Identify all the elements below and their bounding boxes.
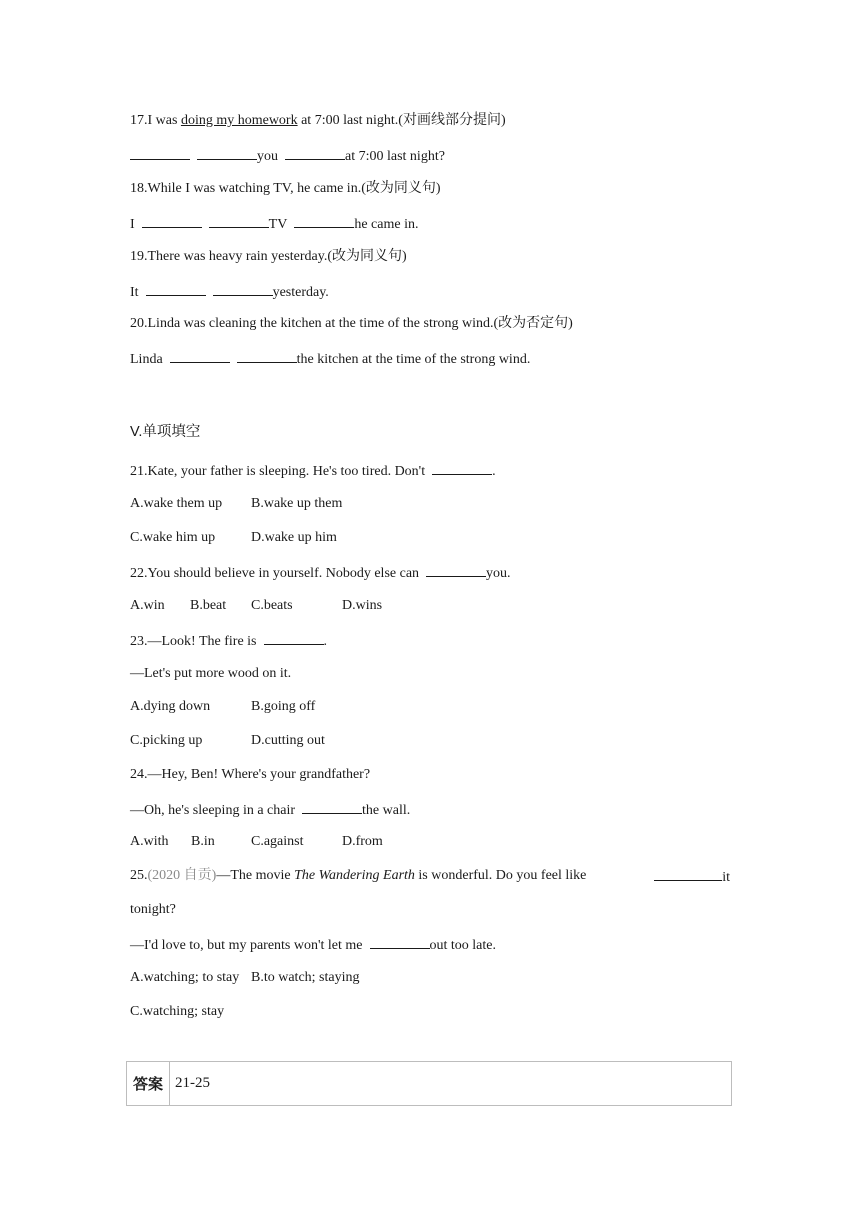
answer-blank[interactable] [264,630,324,645]
answer-blank[interactable] [170,348,230,363]
option-b[interactable]: B.in [191,834,215,849]
question-24: 24.—Hey, Ben! Where's your grandfather? [130,767,371,782]
option-d[interactable]: D.wake up him [251,530,337,545]
answer-blank[interactable] [432,460,492,475]
options-25-row-1 [130,968,360,988]
option-a[interactable]: A.with [130,834,169,849]
question-text-end: . [492,464,496,479]
question-text: it [722,870,730,885]
answer-text: he came in. [354,217,419,232]
question-text: is wonderful. Do you feel like [414,868,587,883]
option-a[interactable]: A.wake them up [130,496,223,511]
answer-text: I [130,217,135,232]
option-c[interactable]: C.against [251,834,304,849]
answer-blank[interactable] [142,213,202,228]
option-b[interactable]: B.beat [190,598,227,613]
answer-text: the kitchen at the time of the strong wind. [296,352,531,367]
question-22 [130,562,511,584]
option-c[interactable]: C.wake him up [130,530,216,545]
question-source: (2020 自贡) [147,868,217,883]
question-17-suffix: at 7:00 last night.(对画线部分提问) [297,113,506,128]
options-25-row-2 [130,1002,224,1022]
option-b[interactable]: B.going off [251,699,316,714]
option-c[interactable]: C.picking up [130,733,203,748]
option-d[interactable]: D.wins [342,598,383,613]
question-text-end: you. [486,566,511,581]
option-a[interactable]: A.win [130,598,165,613]
option-b[interactable]: B.wake up them [251,496,343,511]
question-25-continued: tonight? [130,902,176,917]
answer-blank[interactable] [302,799,362,814]
question-17-prefix: 17.I was [130,113,181,128]
answer-blank[interactable] [237,348,297,363]
option-a[interactable]: A.dying down [130,699,211,714]
question-text: —The movie [216,868,295,883]
answer-line-18 [130,213,418,235]
section-title: V.单项填空 [130,424,201,440]
answer-blank[interactable] [146,281,206,296]
answer-blank[interactable] [370,934,430,949]
question-25 [130,866,730,888]
answer-box [126,1061,732,1106]
answer-line-19 [130,281,329,303]
option-c[interactable]: C.beats [251,598,293,613]
answer-blank[interactable] [209,213,269,228]
answer-value: 21-25 [175,1075,210,1091]
option-d[interactable]: D.from [342,834,383,849]
question-text: 23.—Look! The fire is [130,634,257,649]
options-21-row-1 [130,494,342,514]
option-b[interactable]: B.to watch; staying [251,970,360,985]
answer-blank[interactable] [197,145,257,160]
answer-blank[interactable] [285,145,345,160]
answer-blank[interactable] [294,213,354,228]
question-20: 20.Linda was cleaning the kitchen at the time of the strong wind.(改为否定句) [130,316,573,331]
question-text-end: . [323,634,327,649]
answer-text: at 7:00 last night? [345,149,445,164]
question-18: 18.While I was watching TV, he came in.(改为同义句) [130,181,441,196]
answer-line-20 [130,348,530,370]
options-24 [130,832,383,852]
answer-text: It [130,285,139,300]
answer-line-17 [130,145,445,167]
options-21-row-2 [130,528,337,548]
option-d[interactable]: D.cutting out [251,733,325,748]
question-text: 22.You should believe in yourself. Nobody else can [130,566,420,581]
question-24-reply [130,799,410,821]
answer-text: Linda [130,352,163,367]
question-17 [130,111,506,131]
question-25-reply [130,934,496,956]
option-c[interactable]: C.watching; stay [130,1004,225,1019]
reply-text: —Oh, he's sleeping in a chair [130,803,296,818]
options-22 [130,596,382,616]
question-23 [130,630,327,652]
answer-blank[interactable] [213,281,273,296]
question-23-reply: —Let's put more wood on it. [130,666,292,681]
question-17-underlined: doing my homework [180,113,298,128]
movie-title: The Wandering Earth [294,868,415,883]
question-text: 21.Kate, your father is sleeping. He's too tired. Don't [130,464,426,479]
answer-label: 答案 [127,1062,170,1105]
reply-text: out too late. [429,938,497,953]
question-21 [130,460,496,482]
reply-text: the wall. [362,803,411,818]
reply-text: —I'd love to, but my parents won't let me [130,938,363,953]
options-23-row-1 [130,697,315,717]
option-a[interactable]: A.watching; to stay [130,970,240,985]
question-number: 25. [130,868,148,883]
answer-blank[interactable] [130,145,190,160]
answer-blank[interactable] [654,866,722,881]
answer-text: TV [268,217,288,232]
options-23-row-2 [130,731,325,751]
answer-text: you [257,149,278,164]
answer-blank[interactable] [426,562,486,577]
answer-text: yesterday. [272,285,329,300]
question-19: 19.There was heavy rain yesterday.(改为同义句) [130,249,407,264]
